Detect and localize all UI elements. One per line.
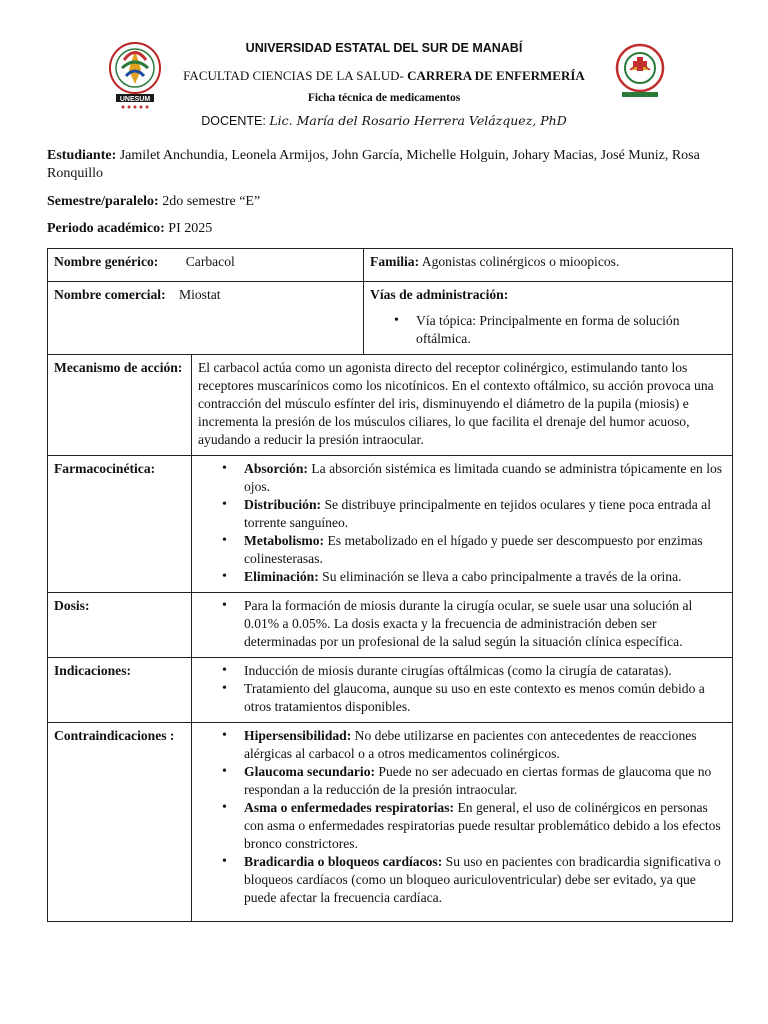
table-row bbox=[48, 723, 733, 922]
list-item bbox=[244, 763, 726, 799]
docente-line bbox=[0, 113, 768, 128]
student-names: Jamilet Anchundia, Leonela Armijos, John García, Michelle Holguin, Johary Macias, José Muniz, Rosa Ronquillo bbox=[47, 148, 700, 181]
pharmacokinetics-cell bbox=[192, 456, 733, 593]
list-item bbox=[244, 460, 726, 496]
family-label: Familia: bbox=[370, 254, 420, 269]
list-item: • Tratamiento del glaucoma, aunque su uso en este contexto es menos común debido a otros tratamientos disponibles. bbox=[244, 680, 726, 716]
faculty-name: FACULTAD CIENCIAS DE LA SALUD- bbox=[183, 68, 408, 83]
list-item: • Para la formación de miosis durante la cirugía ocular, se suele usar una solución al 0.01% a 0.05%. La dosis exacta y la frecuencia de administración deben ser determinadas por un profesional de la salud según la situación clínica específica. bbox=[244, 597, 726, 651]
document-type: Ficha técnica de medicamentos bbox=[307, 92, 461, 104]
routes-cell bbox=[364, 282, 733, 355]
contraindications-list bbox=[198, 727, 726, 907]
list-item bbox=[244, 568, 726, 586]
item-term: Bradicardia o bloqueos cardíacos: bbox=[244, 854, 443, 869]
list-item bbox=[244, 532, 726, 568]
commercial-name-value: Miostat bbox=[179, 287, 221, 302]
table-row bbox=[48, 249, 733, 282]
item-term: Glaucoma secundario: bbox=[244, 764, 376, 779]
student-label: Estudiante: bbox=[47, 148, 117, 163]
docente-name: Lic. María del Rosario Herrera Velázquez, PhD bbox=[269, 113, 567, 128]
contraindications-cell bbox=[192, 723, 733, 922]
mechanism-text: El carbacol actúa como un agonista directo del receptor colinérgico, estimulando tanto los receptores muscarínicos como los nicotínicos. En el contexto oftálmico, su acción provoca una contracción del músculo esfínter del iris, disminuyendo el diámetro de la pupila (miosis) e incrementa la presión de los músculos ciliares, lo que facilita el drenaje del humor acuoso, ayudando a reducir la presión intraocular. bbox=[192, 355, 733, 456]
item-text: Puede no ser adecuado en ciertas formas de glaucoma que no respondan a la reducción de la presión intraocular. bbox=[244, 764, 712, 797]
item-text: Se distribuye principalmente en tejidos oculares y tiene poca entrada al torrente sanguíneo. bbox=[244, 497, 711, 530]
period-label: Periodo académico: bbox=[47, 221, 165, 236]
semester-line bbox=[47, 193, 727, 211]
career-name: CARRERA DE ENFERMERÍA bbox=[407, 68, 585, 83]
item-term: Hipersensibilidad: bbox=[244, 728, 352, 743]
indications-cell bbox=[192, 658, 733, 723]
table-row bbox=[48, 658, 733, 723]
item-term: Eliminación: bbox=[244, 569, 319, 584]
routes-label: Vías de administración: bbox=[370, 287, 509, 302]
unesum-logo-text: UNESUM bbox=[119, 96, 151, 103]
item-text: No debe utilizarse en pacientes con antecedentes de reacciones alérgicas al carbacol o a otros medicamentos colinérgicos. bbox=[244, 728, 697, 761]
list-item: • Inducción de miosis durante cirugías oftálmicas (como la cirugía de cataratas). bbox=[244, 662, 726, 680]
table-row bbox=[48, 593, 733, 658]
list-item bbox=[244, 727, 726, 763]
generic-name-label: Nombre genérico: bbox=[54, 254, 159, 269]
dose-list bbox=[198, 597, 726, 651]
generic-name-cell bbox=[48, 249, 364, 282]
table-row bbox=[48, 282, 733, 355]
period-line bbox=[47, 220, 727, 238]
list-item bbox=[244, 496, 726, 532]
pharmacokinetics-label: Farmacocinética: bbox=[48, 456, 192, 593]
item-term: Distribución: bbox=[244, 497, 322, 512]
item-text: Es metabolizado en el hígado y puede ser descompuesto por enzimas colinesterasas. bbox=[244, 533, 703, 566]
family-cell bbox=[364, 249, 733, 282]
commercial-name-label: Nombre comercial: bbox=[54, 287, 166, 302]
contraindications-label: Contraindicaciones : bbox=[48, 723, 192, 922]
item-term: Asma o enfermedades respiratorias: bbox=[244, 800, 455, 815]
semester-value: 2do semestre “E” bbox=[158, 194, 261, 209]
mechanism-label: Mecanismo de acción: bbox=[48, 355, 192, 456]
indications-list bbox=[198, 662, 726, 716]
faculty-line bbox=[0, 68, 768, 84]
family-value: Agonistas colinérgicos o mioopicos. bbox=[419, 254, 620, 269]
list-item bbox=[244, 799, 726, 853]
item-text: La absorción sistémica es limitada cuando se administra tópicamente en los ojos. bbox=[244, 461, 723, 494]
student-line bbox=[47, 147, 727, 183]
commercial-name-cell bbox=[48, 282, 364, 355]
pharmacokinetics-list bbox=[198, 460, 726, 586]
university-title: UNIVERSIDAD ESTATAL DEL SUR DE MANABÍ bbox=[245, 41, 523, 55]
indications-label: Indicaciones: bbox=[48, 658, 192, 723]
list-item bbox=[244, 853, 726, 907]
table-row bbox=[48, 456, 733, 593]
item-text: Su eliminación se lleva a cabo principalmente a través de la orina. bbox=[318, 569, 682, 584]
item-text: Su uso en pacientes con bradicardia significativa o bloqueos cardíacos (como un bloqueo auriculoventricular) debe ser evitado, ya que puede afectar la frecuencia cardíaca. bbox=[244, 854, 721, 905]
item-text: En general, el uso de colinérgicos en personas con asma o enfermedades respiratorias puede resultar problemático debido a los efectos bronco constrictores. bbox=[244, 800, 721, 851]
item-term: Metabolismo: bbox=[244, 533, 325, 548]
dose-label: Dosis: bbox=[48, 593, 192, 658]
generic-name-value: Carbacol bbox=[185, 254, 235, 269]
item-term: Absorción: bbox=[244, 461, 308, 476]
routes-list bbox=[370, 312, 726, 348]
table-row bbox=[48, 355, 733, 456]
drug-fact-table bbox=[47, 248, 733, 922]
docente-label: DOCENTE: bbox=[201, 114, 270, 128]
period-value: PI 2025 bbox=[164, 221, 213, 236]
dose-cell bbox=[192, 593, 733, 658]
list-item: • Vía tópica: Principalmente en forma de solución oftálmica. bbox=[416, 312, 726, 348]
semester-label: Semestre/paralelo: bbox=[47, 194, 159, 209]
